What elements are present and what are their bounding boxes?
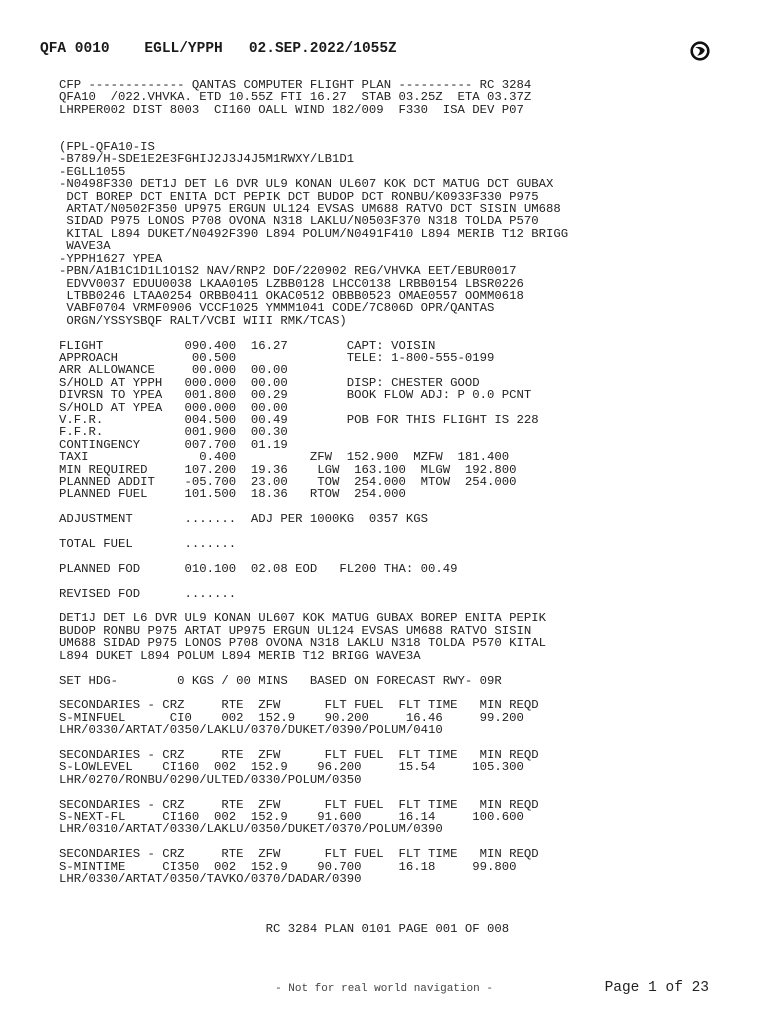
plan-line: SECONDARIES - CRZ RTE ZFW FLT FUEL FLT TIME MIN REQD [59,847,539,862]
plan-line: ARTAT/N0502F350 UP975 ERGUN UL124 EVSAS UM688 RATVO DCT SISIN UM688 [59,202,561,217]
plan-line: REVISED FOD ....... [59,586,237,601]
plan-line: DET1J DET L6 DVR UL9 KONAN UL607 KOK MATUG GUBAX BOREP ENITA PEPIK [59,611,547,626]
flight-plan-text [59,79,568,935]
plan-line: TAXI 0.400 ZFW 152.900 MZFW 181.400 [59,450,510,465]
page-indicator: Page 1 of 23 [604,980,709,996]
disclaimer-note: - Not for real world navigation - [275,983,493,995]
plan-line: PLANNED FOD 010.100 02.08 EOD FL200 THA: 00.49 [59,561,458,576]
plan-line: -B789/H-SDE1E2E3FGHIJ2J3J4J5M1RWXY/LB1D1 [59,152,355,167]
plan-line: APPROACH 00.500 TELE: 1-800-555-0199 [59,350,495,365]
plan-line: -N0498F330 DET1J DET L6 DVR UL9 KONAN UL607 KOK DCT MATUG DCT GUBAX [59,177,554,192]
flight-header: QFA 0010 EGLL/YPPH 02.SEP.2022/1055Z [40,41,397,57]
plan-line: LHR/0310/ARTAT/0330/LAKLU/0350/DUKET/0370/POLUM/0390 [59,822,443,837]
plan-line: TOTAL FUEL ....... [59,537,237,552]
qantas-logo-icon [690,41,710,61]
plan-line: -EGLL1055 [59,164,126,179]
plan-line: S/HOLD AT YPEA 000.000 00.00 [59,400,288,415]
plan-line: WAVE3A [59,239,111,254]
plan-line: CONTINGENCY 007.700 01.19 [59,437,288,452]
plan-line: -YPPH1627 YPEA [59,251,163,266]
plan-line: -PBN/A1B1C1D1L1O1S2 NAV/RNP2 DOF/220902 REG/VHVKA EET/EBUR0017 [59,264,517,279]
plan-line: EDVV0037 EDUU0038 LKAA0105 LZBB0128 LHCC0138 LRBB0154 LBSR0226 [59,276,524,291]
plan-line: S-LOWLEVEL CI160 002 152.9 96.200 15.54 105.300 [59,760,524,775]
plan-line: UM688 SIDAD P975 LONOS P708 OVONA N318 LAKLU N318 TOLDA P570 KITAL [59,636,547,651]
plan-line: KITAL L894 DUKET/N0492F390 L894 POLUM/N0491F410 L894 MERIB T12 BRIGG [59,226,569,241]
plan-line: SIDAD P975 LONOS P708 OVONA N318 LAKLU/N0503F370 N318 TOLDA P570 [59,214,539,229]
plan-line: S/HOLD AT YPPH 000.000 00.00 DISP: CHESTER GOOD [59,375,480,390]
plan-line: V.F.R. 004.500 00.49 POB FOR THIS FLIGHT IS 228 [59,412,539,427]
plan-line: CFP ------------- QANTAS COMPUTER FLIGHT PLAN ---------- RC 3284 [59,78,532,92]
plan-line: QFA10 /022.VHVKA. ETD 10.55Z FTI 16.27 STAB 03.25Z ETA 03.37Z [59,90,532,105]
plan-line: VABF0704 VRMF0906 VCCF1025 YMMM1041 CODE/7C806D OPR/QANTAS [59,301,495,316]
plan-line: LHR/0270/RONBU/0290/ULTED/0330/POLUM/0350 [59,772,362,787]
plan-line: LHRPER002 DIST 8003 CI160 OALL WIND 182/009 F330 ISA DEV P07 [59,102,524,117]
plan-line: DCT BOREP DCT ENITA DCT PEPIK DCT BUDOP DCT RONBU/K0933F330 P975 [59,189,539,204]
plan-line: SET HDG- 0 KGS / 00 MINS BASED ON FORECAST RWY- 09R [59,673,502,688]
plan-line: DIVRSN TO YPEA 001.800 00.29 BOOK FLOW ADJ: P 0.0 PCNT [59,388,532,403]
plan-line: FLIGHT 090.400 16.27 CAPT: VOISIN [59,338,436,353]
plan-line: BUDOP RONBU P975 ARTAT UP975 ERGUN UL124 EVSAS UM688 RATVO SISIN [59,623,532,638]
plan-line: (FPL-QFA10-IS [59,140,155,155]
plan-line: ARR ALLOWANCE 00.000 00.00 [59,363,288,378]
plan-line: SECONDARIES - CRZ RTE ZFW FLT FUEL FLT TIME MIN REQD [59,698,539,713]
plan-line: S-NEXT-FL CI160 002 152.9 91.600 16.14 100.600 [59,809,524,824]
plan-line: RC 3284 PLAN 0101 PAGE 001 OF 008 [59,921,510,936]
plan-line: PLANNED ADDIT -05.700 23.00 TOW 254.000 MTOW 254.000 [59,475,517,489]
plan-line: LHR/0330/ARTAT/0350/LAKLU/0370/DUKET/0390/POLUM/0410 [59,723,443,738]
plan-line: ADJUSTMENT ....... ADJ PER 1000KG 0357 KGS [59,512,428,527]
plan-line: SECONDARIES - CRZ RTE ZFW FLT FUEL FLT TIME MIN REQD [59,747,539,762]
plan-line: MIN REQUIRED 107.200 19.36 LGW 163.100 MLGW 192.800 [59,462,517,477]
plan-line: LHR/0330/ARTAT/0350/TAVKO/0370/DADAR/0390 [59,872,362,886]
plan-line: PLANNED FUEL 101.500 18.36 RTOW 254.000 [59,487,406,502]
plan-line: F.F.R. 001.900 00.30 [59,425,288,440]
plan-line: S-MINTIME CI350 002 152.9 90.700 16.18 99.800 [59,859,517,874]
plan-line: LTBB0246 LTAA0254 ORBB0411 OKAC0512 OBBB0523 OMAE0557 OOMM0618 [59,288,524,303]
plan-line: S-MINFUEL CI0 002 152.9 90.200 16.46 99.200 [59,710,524,725]
plan-line: SECONDARIES - CRZ RTE ZFW FLT FUEL FLT TIME MIN REQD [59,797,539,812]
plan-line: ORGN/YSSYSBQF RALT/VCBI WIII RMK/TCAS) [59,313,347,328]
plan-line: L894 DUKET L894 POLUM L894 MERIB T12 BRIGG WAVE3A [59,648,421,663]
